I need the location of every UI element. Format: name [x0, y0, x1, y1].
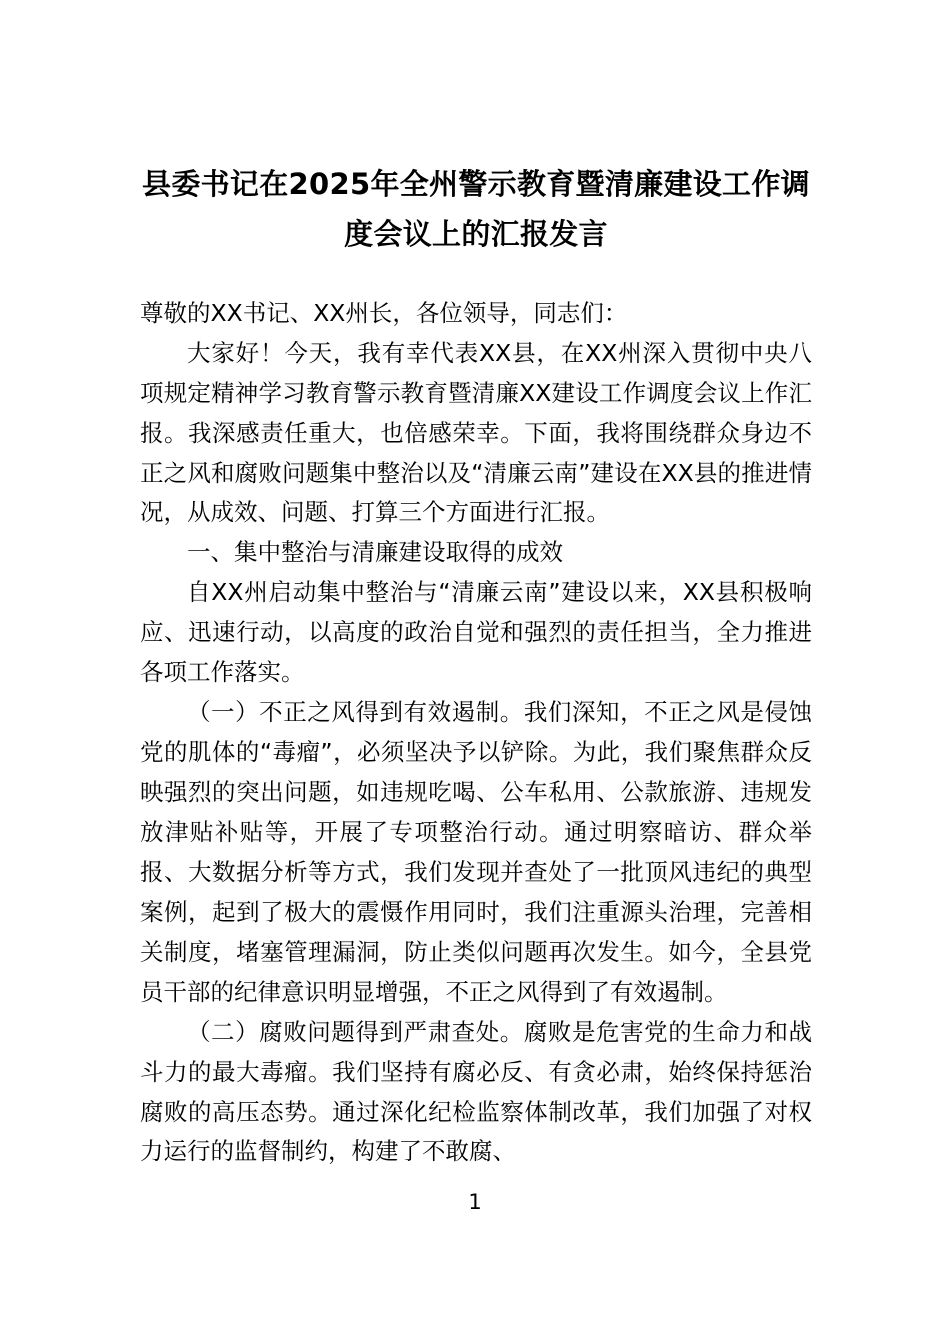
page-number: 1 — [468, 1190, 482, 1214]
document-content — [140, 160, 812, 1172]
paragraph-salutation: 尊敬的XX书记、XX州长，各位领导，同志们： — [140, 298, 628, 327]
paragraph-section-1-intro: 自XX州启动集中整治与“清廉云南”建设以来，XX县积极响应、迅速行动，以高度的政治自觉和强烈的责任担当，全力推进各项工作落实。 — [140, 578, 812, 687]
paragraph-heading-1: 一、集中整治与清廉建设取得的成效 — [187, 538, 563, 567]
paragraph-section-1-1: （一）不正之风得到有效遏制。我们深知，不正之风是侵蚀党的肌体的“毒瘤”，必须坚决予以铲除。为此，我们聚焦群众反映强烈的突出问题，如违规吃喝、公车私用、公款旅游、违规发放津贴补贴等，开展了专项整治行动。通过明察暗访、群众举报、大数据分析等方式，我们发现并查处了一批顶风违纪的典型案例，起到了极大的震慑作用同时，我们注重源头治理，完善相关制度，堵塞管理漏洞，防止类似问题再次发生。如今，全县党员干部的纪律意识明显增强，不正之风得到了有效遏制。 — [140, 698, 812, 1006]
paragraph-section-1-2: （二）腐败问题得到严肃查处。腐败是危害党的生命力和战斗力的最大毒瘤。我们坚持有腐必反、有贪必肃，始终保持惩治腐败的高压态势。通过深化纪检监察体制改革，我们加强了对权力运行的监督制约，构建了不敢腐、 — [140, 1017, 812, 1166]
paragraph-opening: 大家好！今天，我有幸代表XX县，在XX州深入贯彻中央八项规定精神学习教育警示教育暨清廉XX建设工作调度会议上作汇报。我深感责任重大，也倍感荣幸。下面，我将围绕群众身边不正之风和腐败问题集中整治以及“清廉云南”建设在XX县的推进情况，从成效、问题、打算三个方面进行汇报。 — [140, 338, 812, 527]
page-title: 县委书记在2025年全州警示教育暨清廉建设工作调度会议上的汇报发言 — [142, 167, 810, 251]
document-body — [140, 294, 812, 1173]
